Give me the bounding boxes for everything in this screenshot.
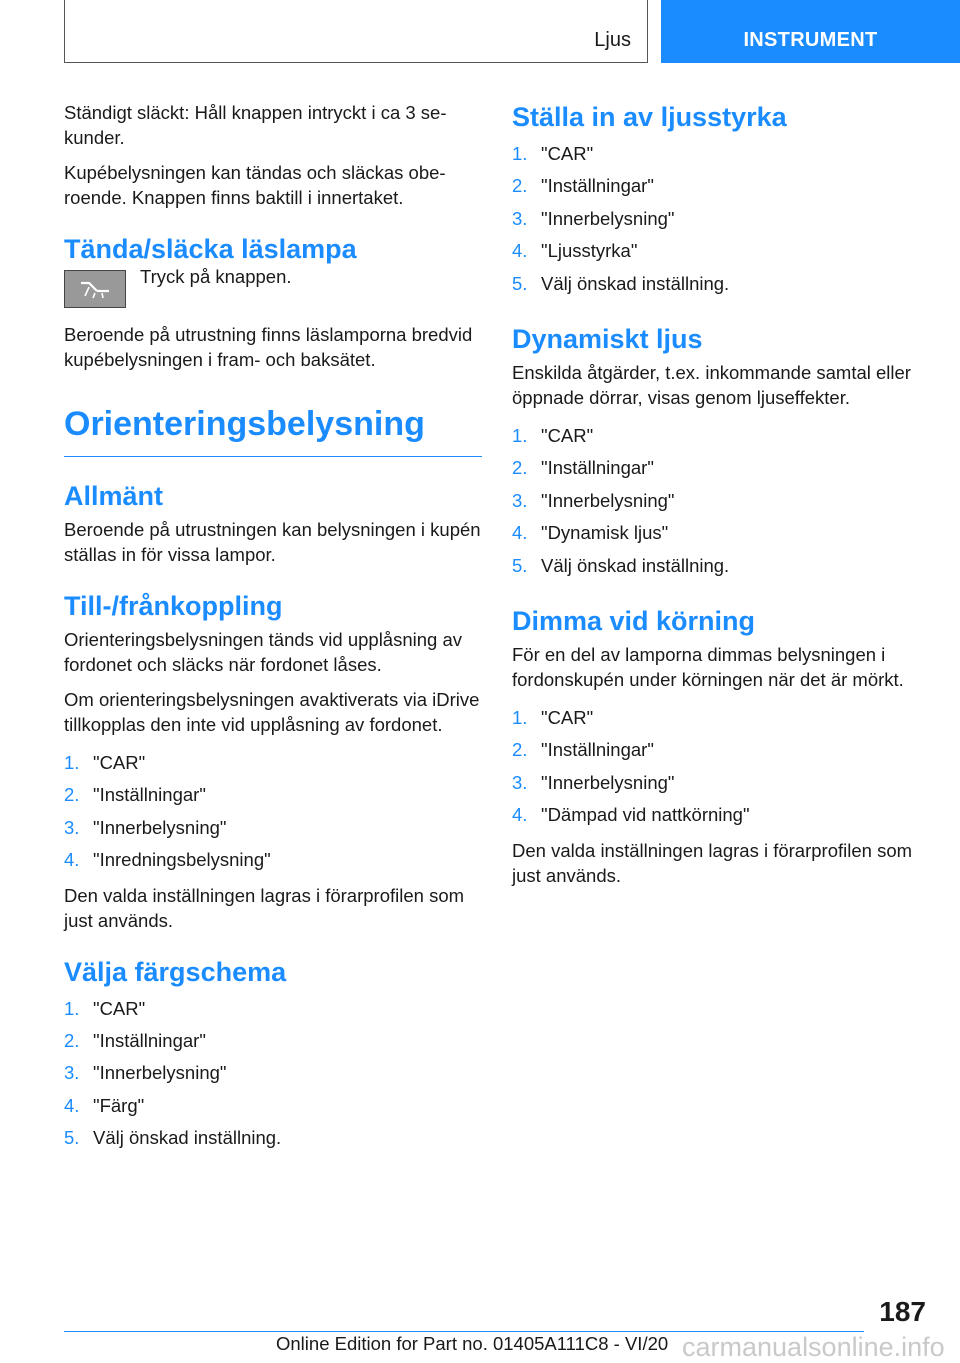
watermark: carmanualsonline.info [682, 1332, 945, 1362]
list-item: 2. "Inställningar" [512, 739, 654, 761]
heading-dynamic-light: Dynamiskt ljus [512, 324, 703, 355]
paragraph: Beroende på utrustning finns läslamporna bredvid kupébelysningen i fram- och baksätet. [64, 324, 473, 370]
list-item: 1. "CAR" [512, 143, 594, 164]
section-title: Orienteringsbelysning [64, 402, 482, 457]
list-item: 1. "CAR" [512, 707, 594, 729]
button-instruction [64, 266, 482, 308]
paragraph: Orienteringsbelysningen tänds vid upplåsning av fordonet och släcks när fordonet låses. [64, 629, 463, 675]
steps-list-dim [512, 702, 930, 832]
header-box [64, 0, 648, 63]
reading-lamp-icon [75, 278, 115, 300]
list-item: 4. "Dämpad vid nattkörning" [512, 804, 750, 826]
steps-list-ambient [64, 747, 482, 877]
steps-list-color [64, 993, 482, 1155]
paragraph: Enskilda åtgärder, t.ex. inkommande samtal eller öppnade dörrar, visas genom ljuseffekter. [512, 362, 911, 409]
list-item: 5. Välj önskad inställning. [512, 272, 730, 294]
list-item: 4. "Ljusstyrka" [512, 240, 638, 262]
paragraph: Kupébelysningen kan tändas och släckas oberoende. Knappen finns baktill i innertaket. [64, 162, 446, 208]
list-item: 3. "Innerbelysning" [64, 1062, 227, 1084]
heading-reading-lamp: Tända/släcka läslampa [64, 234, 357, 264]
paragraph: Den valda inställningen lagras i förarprofilen som just används. [64, 884, 465, 931]
steps-list-dynamic [512, 420, 930, 582]
reading-lamp-button [64, 270, 126, 308]
list-item: 4. "Färg" [64, 1094, 145, 1116]
steps-list-brightness [512, 138, 930, 300]
list-item: 2. "Inställningar" [64, 1030, 206, 1052]
heading-color-scheme: Välja färgschema [64, 956, 287, 987]
heading-dim-while-driving: Dimma vid körning [512, 606, 756, 637]
list-item: 1. "CAR" [64, 752, 146, 773]
right-column [512, 100, 930, 898]
list-item: 4. "Dynamisk ljus" [512, 522, 669, 544]
list-item: 3. "Innerbelysning" [512, 489, 675, 511]
list-item: 2. "Inställningar" [512, 457, 654, 479]
button-instruction-text: Tryck på knappen. [140, 266, 292, 287]
page-number: 187 [879, 1296, 926, 1327]
list-item: 3. "Innerbelysning" [512, 771, 675, 793]
list-item: 2. "Inställningar" [512, 175, 654, 197]
paragraph: Den valda inställningen lagras i förarprofilen som just används. [512, 839, 913, 886]
header-chapter-tab[interactable]: INSTRUMENT [661, 0, 960, 63]
paragraph: Ständigt släckt: Håll knappen intryckt i ca 3 sekunder. [64, 102, 447, 148]
list-item: 3. "Innerbelysning" [512, 207, 675, 229]
heading-on-off: Till-/frånkoppling [64, 591, 283, 621]
list-item: 3. "Innerbelysning" [64, 816, 227, 838]
list-item: 1. "CAR" [512, 425, 594, 447]
header-section: Ljus [594, 29, 631, 51]
list-item: 4. "Inredningsbelysning" [64, 849, 271, 871]
list-item: 5. Välj önskad inställning. [64, 1127, 282, 1149]
list-item: 1. "CAR" [64, 997, 146, 1019]
paragraph: För en del av lamporna dimmas belysningen i fordonskupén under körningen när det är mörkt. [512, 644, 904, 691]
heading-brightness: Ställa in av ljusstyrka [512, 102, 787, 132]
footer-edition: Online Edition for Part no. 01405A111C8 - VI/20 [276, 1333, 669, 1354]
list-item: 2. "Inställningar" [64, 784, 206, 806]
paragraph: Om orienteringsbelysningen avaktiverats via iDrive tillkopplas den inte vid upplåsning av fordonet. [64, 689, 480, 735]
left-column [64, 100, 482, 1161]
paragraph: Beroende på utrustningen kan belysningen i kupén ställas in för vissa lampor. [64, 519, 481, 565]
list-item: 5. Välj önskad inställning. [512, 554, 730, 576]
heading-general: Allmänt [64, 481, 164, 511]
